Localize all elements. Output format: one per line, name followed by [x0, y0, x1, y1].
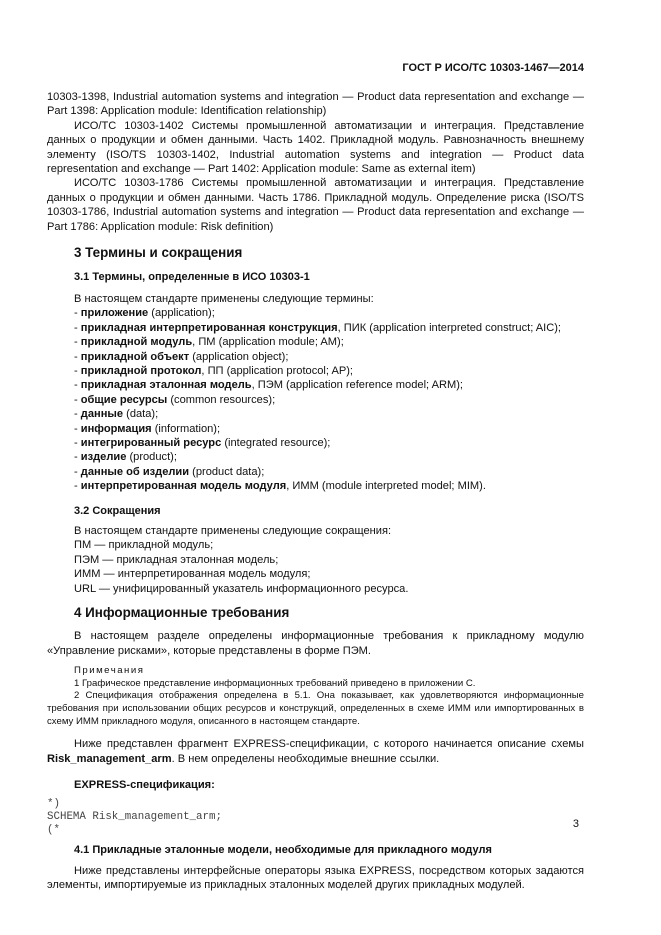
term-name: прикладная эталонная модель — [80, 379, 252, 392]
term-item: - общие ресурсы (common resources); — [74, 393, 276, 406]
term-name: прикладной объект — [80, 350, 190, 363]
reference-paragraph: ИСО/ТС 10303-1402 Системы промышленной автоматизации и интеграция. Представление данных о продукции и обмен данными. Часть 1402. Прикладной модуль. Равнозначность внешнему элементу (ISO/TS 10303-1402, Industrial automation systems and integration — Product data representation and exchange — Part 1402: Application module: Same as external item) — [47, 119, 584, 176]
page-content — [47, 90, 584, 893]
term-name: изделие — [80, 451, 127, 464]
term-rest: (product data); — [189, 465, 265, 478]
code-block — [47, 798, 584, 837]
term-rest: (common resources); — [167, 393, 276, 406]
term-item: - приложение (application); — [74, 307, 215, 320]
express-label: EXPRESS-спецификация: — [74, 779, 215, 791]
term-item: - информация (information); — [74, 422, 221, 435]
term-name: данные об изделии — [80, 465, 190, 478]
term-item: - данные об изделии (product data); — [74, 465, 265, 478]
notes-title: Примечания — [74, 665, 145, 677]
term-name: общие ресурсы — [80, 393, 168, 406]
term-name: информация — [80, 422, 152, 435]
section-3-heading: 3 Термины и сокращения — [74, 245, 243, 261]
term-name: интегрированный ресурс — [80, 436, 222, 449]
term-item: - интерпретированная модель модуля, ИММ (module interpreted model; MIM). — [74, 480, 486, 493]
term-item: - интегрированный ресурс (integrated resource); — [74, 436, 331, 449]
subsection-3-2-heading: 3.2 Сокращения — [74, 504, 161, 517]
note-item: 1 Графическое представление информационных требований приведено в приложении С. — [74, 677, 476, 689]
code-line: SCHEMA Risk_management_arm; — [47, 811, 222, 824]
list-item: ПЭМ — прикладная эталонная модель; — [74, 553, 279, 566]
term-name: приложение — [80, 307, 149, 320]
term-rest: , ПМ (application module; AM); — [192, 336, 344, 349]
term-name: прикладной модуль — [80, 336, 193, 349]
express-intro-text: . В нем определены необходимые внешние ссылки. — [171, 752, 440, 765]
term-rest: (integrated resource); — [221, 436, 331, 449]
term-item: - прикладная интерпретированная конструкция, ПИК (application interpreted construct; AIC); — [74, 321, 562, 334]
term-item: - данные (data); — [74, 408, 159, 421]
abbrev-intro: В настоящем стандарте применены следующие сокращения: — [74, 524, 392, 537]
express-intro — [47, 737, 584, 766]
subsection-4-1-heading: 4.1 Прикладные эталонные модели, необходимые для прикладного модуля — [74, 844, 492, 857]
term-rest: , ИММ (module interpreted model; MIM). — [286, 480, 486, 493]
code-line: *) — [47, 798, 60, 811]
express-intro-text: Ниже представлен фрагмент EXPRESS-спецификации, с которого начинается описание схемы — [74, 738, 584, 751]
term-item: - прикладной модуль, ПМ (application module; AM); — [74, 336, 344, 349]
term-rest: (application); — [148, 307, 215, 320]
document-header: ГОСТ Р ИСО/ТС 10303-1467—2014 — [402, 62, 584, 74]
term-rest: (application object); — [189, 350, 289, 363]
subsection-4-1-text: Ниже представлены интерфейсные операторы языка EXPRESS, посредством которых задаются элементы, импортируемые из прикладных эталонных моделей других прикладных модулей. — [47, 864, 584, 892]
note-item: 2 Спецификация отображения определена в 5.1. Она показывает, как удовлетворяются информационные требования при использовании общих ресурсов и конструкций, определенных в схеме ИММ или импортированных в схему ИММ прикладного модуля, описанного в настоящем стандарте. — [47, 690, 584, 727]
term-rest: , ПЭМ (application reference model; ARM); — [251, 379, 464, 392]
term-name: данные — [80, 408, 124, 421]
term-name: прикладной протокол — [80, 364, 202, 377]
term-rest: (product); — [126, 451, 177, 464]
term-item: - прикладной объект (application object); — [74, 350, 289, 363]
term-name: интерпретированная модель модуля — [80, 480, 287, 493]
section-4-heading: 4 Информационные требования — [74, 605, 290, 620]
abbreviations-list — [74, 538, 584, 596]
code-line: (* — [47, 824, 60, 837]
section-4-intro: В настоящем разделе определены информационные требования к прикладному модулю «Управление рисками», которые представлены в форме ПЭМ. — [47, 630, 584, 657]
term-name: прикладная интерпретированная конструкция — [80, 321, 338, 334]
list-item: ИММ — интерпретированная модель модуля; — [74, 568, 311, 581]
page-number: 3 — [572, 818, 579, 830]
schema-name: Risk_management_arm — [47, 752, 172, 765]
list-item: ПМ — прикладной модуль; — [74, 539, 214, 552]
term-item: - прикладная эталонная модель, ПЭМ (application reference model; ARM); — [74, 379, 464, 392]
term-item: - изделие (product); — [74, 451, 177, 464]
term-rest: (data); — [123, 408, 159, 421]
term-rest: , ПП (application protocol; AP); — [201, 364, 354, 377]
term-item: - прикладной протокол, ПП (application protocol; AP); — [74, 364, 354, 377]
subsection-3-1-heading: 3.1 Термины, определенные в ИСО 10303-1 — [74, 271, 310, 284]
terms-intro: В настоящем стандарте применены следующие термины: — [74, 292, 374, 305]
reference-paragraph: ИСО/ТС 10303-1786 Системы промышленной автоматизации и интеграция. Представление данных о продукции и обмен данными. Часть 1786. Прикладной модуль. Определение риска (ISO/TS 10303-1786, Industrial automation systems and integration — Product data representation and exchange — Part 1786: Application module: Risk definition) — [47, 177, 584, 233]
terms-list — [74, 306, 584, 493]
list-item: URL — унифицированный указатель информационного ресурса. — [74, 582, 409, 595]
reference-paragraph: 10303-1398, Industrial automation systems and integration — Product data representation and exchange — Part 1398: Application module: Identification relationship) — [47, 91, 584, 118]
term-rest: (information); — [151, 422, 221, 435]
term-rest: , ПИК (application interpreted construct; AIC); — [337, 321, 562, 334]
notes-block — [47, 665, 584, 728]
